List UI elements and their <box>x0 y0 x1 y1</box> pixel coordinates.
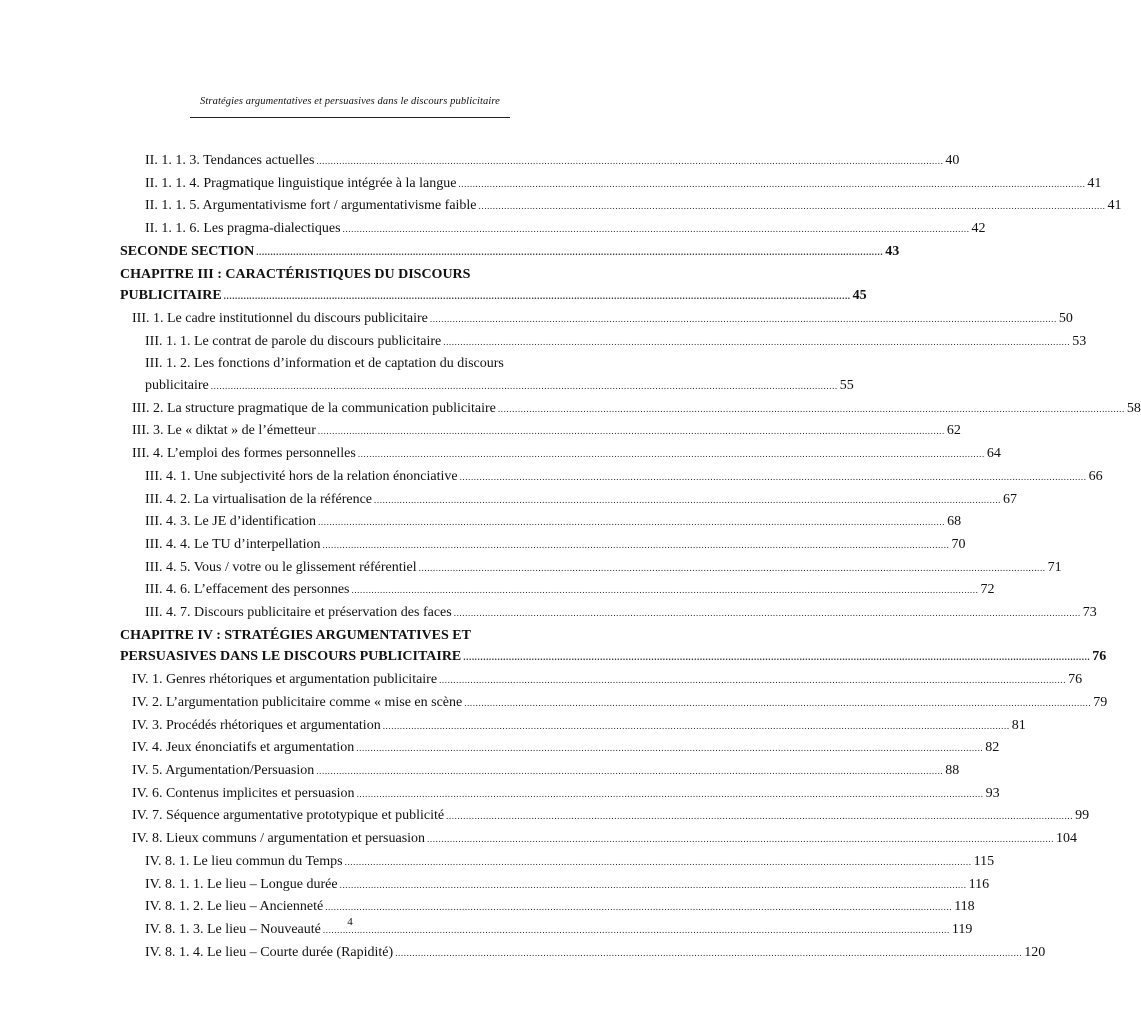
toc-entry <box>120 737 1000 760</box>
toc-entry <box>120 308 1073 331</box>
toc-entry <box>120 218 986 241</box>
toc-leader-dots: ............................................................................................................................................................................................................................ <box>210 381 838 392</box>
toc-entry-title: IV. 8. Lieux communs / argumentation et persuasion <box>132 831 426 847</box>
toc-leader-dots: ............................................................................................................................................................................................................................ <box>317 426 945 437</box>
toc-entry <box>120 715 1026 738</box>
toc-entry-page: 71 <box>1047 559 1062 575</box>
toc-entry-page: 55 <box>839 378 854 394</box>
toc-entry-page: 93 <box>985 785 1000 801</box>
toc-entry-page: 118 <box>954 899 975 915</box>
toc-entry-title: IV. 6. Contenus implicites et persuasion <box>132 785 355 801</box>
toc-entry-title: III. 4. 3. Le JE d’identification <box>145 514 317 530</box>
toc-leader-dots: ............................................................................................................................................................................................................................ <box>356 788 984 799</box>
toc-leader-dots: ............................................................................................................................................................................................................................ <box>446 811 1074 822</box>
toc-leader-dots: ............................................................................................................................................................................................................................ <box>316 156 944 166</box>
toc-entry <box>120 443 1001 466</box>
toc-entry-page: 41 <box>1107 198 1122 214</box>
toc-entry-page: 67 <box>1003 491 1018 507</box>
toc-entry-title: IV. 8. 1. 4. Le lieu – Courte durée (Rapidité) <box>145 944 394 960</box>
toc-entry-title: IV. 7. Séquence argumentative prototypique et publicité <box>132 808 445 824</box>
toc-entry-title: SECONDE SECTION <box>120 243 255 259</box>
toc-entry-title: IV. 5. Argumentation/Persuasion <box>132 762 315 778</box>
toc-leader-dots: ............................................................................................................................................................................................................................ <box>463 652 1091 663</box>
toc-leader-dots: ............................................................................................................................................................................................................................ <box>395 947 1023 958</box>
toc-entry <box>120 602 1097 625</box>
toc-entry-title: IV. 8. 1. Le lieu commun du Temps <box>145 853 343 869</box>
toc-entry-page: 64 <box>986 446 1001 462</box>
toc-leader-dots: ............................................................................................................................................................................................................................ <box>351 585 979 596</box>
toc-entry-title: IV. 3. Procédés rhétoriques et argumentation <box>132 717 381 733</box>
toc-leader-dots: ............................................................................................................................................................................................................................ <box>344 856 972 867</box>
running-header: Stratégies argumentatives et persuasives dans le discours publicitaire <box>200 96 500 107</box>
toc-entry-page: 116 <box>968 876 990 892</box>
toc-leader-dots: ............................................................................................................................................................................................................................ <box>427 834 1055 845</box>
toc-entry <box>120 828 1078 851</box>
toc-entry-title: III. 2. La structure pragmatique de la communication publicitaire <box>132 400 496 416</box>
toc-entry-page: 115 <box>973 853 995 869</box>
toc-entry-page: 120 <box>1024 944 1046 960</box>
toc-leader-dots: ............................................................................................................................................................................................................................ <box>439 675 1067 686</box>
toc-entry-title: III. 4. 6. L’effacement des personnes <box>145 582 350 598</box>
toc-chapter-heading <box>120 646 1107 669</box>
toc-entry-title: IV. 8. 1. 2. Le lieu – Ancienneté <box>145 899 324 915</box>
toc-entry-title: II. 1. 1. 6. Les pragma-dialectiques <box>145 221 341 237</box>
toc-entry-title: III. 4. 2. La virtualisation de la référence <box>145 491 373 507</box>
toc-entry-page: 43 <box>885 243 900 259</box>
toc-chapter-heading <box>120 285 867 308</box>
toc-leader-dots: ............................................................................................................................................................................................................................ <box>318 517 946 528</box>
toc-entry-page: 53 <box>1072 333 1087 349</box>
toc-entry <box>120 398 1141 421</box>
toc-entry-title: III. 4. L’emploi des formes personnelles <box>132 446 356 462</box>
toc-leader-dots: ............................................................................................................................................................................................................................ <box>316 765 944 776</box>
toc-entry-page: 76 <box>1092 649 1107 665</box>
toc-leader-dots: ............................................................................................................................................................................................................................ <box>342 224 970 235</box>
toc-entry-page: 76 <box>1068 672 1083 688</box>
toc-entry-page: 81 <box>1011 717 1026 733</box>
toc-entry-page: 40 <box>945 153 960 168</box>
toc-entry-page: 99 <box>1075 808 1090 824</box>
toc-entry <box>120 942 1046 965</box>
toc-entry <box>120 851 995 874</box>
toc-entry <box>120 669 1083 692</box>
toc-entry-page: 62 <box>946 423 961 439</box>
toc-leader-dots: ............................................................................................................................................................................................................................ <box>418 562 1046 573</box>
toc-leader-dots: ............................................................................................................................................................................................................................ <box>374 494 1002 505</box>
toc-entry-page: 41 <box>1087 175 1102 191</box>
toc-entry <box>120 511 962 534</box>
toc-entry <box>120 783 1000 806</box>
toc-entry-title: III. 1. Le cadre institutionnel du discours publicitaire <box>132 310 428 326</box>
toc-leader-dots: ............................................................................................................................................................................................................................ <box>322 539 950 550</box>
toc-entry-page: 104 <box>1056 831 1078 847</box>
toc-entry <box>120 331 1087 354</box>
toc-entry-title: III. 3. Le « diktat » de l’émetteur <box>132 423 316 439</box>
toc-entry <box>120 489 1018 512</box>
toc-entry-page: 119 <box>951 921 973 937</box>
toc-leader-dots: ............................................................................................................................................................................................................................ <box>382 720 1010 731</box>
header-rule <box>190 117 510 118</box>
table-of-contents <box>120 150 1141 964</box>
toc-entry-page: 50 <box>1058 310 1073 326</box>
toc-entry-page: 73 <box>1082 605 1097 621</box>
toc-entry <box>120 557 1062 580</box>
toc-entry-title: IV. 1. Genres rhétoriques et argumentation publicitaire <box>132 672 438 688</box>
toc-entry-title: IV. 2. L’argumentation publicitaire comme « mise en scène <box>132 694 463 710</box>
toc-entry-page: 82 <box>985 740 1000 756</box>
toc-leader-dots: ............................................................................................................................................................................................................................ <box>478 201 1106 212</box>
toc-entry-page: 79 <box>1093 694 1108 710</box>
toc-leader-dots: ............................................................................................................................................................................................................................ <box>464 697 1092 708</box>
toc-entry-title: IV. 8. 1. 1. Le lieu – Longue durée <box>145 876 338 892</box>
toc-entry <box>120 173 1102 196</box>
toc-entry-page: 70 <box>951 536 966 552</box>
toc-entry <box>120 760 960 783</box>
toc-entry-title: III. 1. 1. Le contrat de parole du discours publicitaire <box>145 333 442 349</box>
toc-leader-dots: ............................................................................................................................................................................................................................ <box>339 879 967 890</box>
toc-leader-dots: ............................................................................................................................................................................................................................ <box>459 471 1087 482</box>
toc-entry-title: II. 1. 1. 3. Tendances actuelles <box>145 153 315 168</box>
toc-entry <box>120 874 990 897</box>
toc-entry-title: PERSUASIVES DANS LE DISCOURS PUBLICITAIRE <box>120 649 462 665</box>
toc-leader-dots: ............................................................................................................................................................................................................................ <box>357 449 985 460</box>
toc-leader-dots: ............................................................................................................................................................................................................................ <box>429 313 1057 324</box>
toc-entry-title: II. 1. 1. 5. Argumentativisme fort / argumentativisme faible <box>145 198 477 214</box>
toc-entry-page: 88 <box>945 762 960 778</box>
toc-entry <box>120 150 960 173</box>
toc-entry-title: III. 4. 7. Discours publicitaire et préservation des faces <box>145 605 452 621</box>
toc-leader-dots: ............................................................................................................................................................................................................................ <box>497 403 1125 414</box>
page-number: 4 <box>347 916 353 928</box>
toc-entry <box>120 420 961 443</box>
toc-leader-dots: ............................................................................................................................................................................................................................ <box>325 902 953 913</box>
toc-leader-dots: ............................................................................................................................................................................................................................ <box>223 291 851 302</box>
toc-entry <box>120 375 854 398</box>
toc-entry-title: publicitaire <box>145 378 209 394</box>
toc-chapter-heading-line: CHAPITRE III : CARACTÉRISTIQUES DU DISCOURS <box>120 266 471 282</box>
toc-leader-dots: ............................................................................................................................................................................................................................ <box>458 178 1086 189</box>
toc-leader-dots: ............................................................................................................................................................................................................................ <box>356 743 984 754</box>
toc-leader-dots: ............................................................................................................................................................................................................................ <box>453 608 1081 619</box>
toc-entry-page: 66 <box>1088 468 1103 484</box>
toc-entry <box>120 579 995 602</box>
toc-entry-page: 45 <box>852 288 867 304</box>
toc-entry <box>120 805 1090 828</box>
toc-entry <box>120 692 1108 715</box>
toc-entry-page: 58 <box>1126 400 1141 416</box>
toc-entry-page: 68 <box>947 514 962 530</box>
toc-entry <box>120 195 1122 218</box>
toc-entry <box>120 534 966 557</box>
toc-leader-dots: ............................................................................................................................................................................................................................ <box>256 246 884 257</box>
toc-entry-title: PUBLICITAIRE <box>120 288 222 304</box>
toc-leader-dots: ............................................................................................................................................................................................................................ <box>322 924 950 935</box>
toc-entry-title: IV. 8. 1. 3. Le lieu – Nouveauté <box>145 921 321 937</box>
toc-entry-title: III. 4. 4. Le TU d’interpellation <box>145 536 321 552</box>
toc-entry-line: III. 1. 2. Les fonctions d’information et de captation du discours <box>145 356 504 372</box>
toc-leader-dots: ............................................................................................................................................................................................................................ <box>443 336 1071 347</box>
toc-entry <box>120 466 1103 489</box>
toc-entry-title: II. 1. 1. 4. Pragmatique linguistique intégrée à la langue <box>145 175 457 191</box>
toc-entry-title: III. 4. 5. Vous / votre ou le glissement référentiel <box>145 559 417 575</box>
toc-entry-title: IV. 4. Jeux énonciatifs et argumentation <box>132 740 355 756</box>
toc-section-heading <box>120 241 900 264</box>
toc-chapter-heading-line: CHAPITRE IV : STRATÉGIES ARGUMENTATIVES ET <box>120 627 471 643</box>
toc-entry-title: III. 4. 1. Une subjectivité hors de la relation énonciative <box>145 468 458 484</box>
toc-entry-page: 42 <box>971 221 986 237</box>
toc-entry-page: 72 <box>980 582 995 598</box>
